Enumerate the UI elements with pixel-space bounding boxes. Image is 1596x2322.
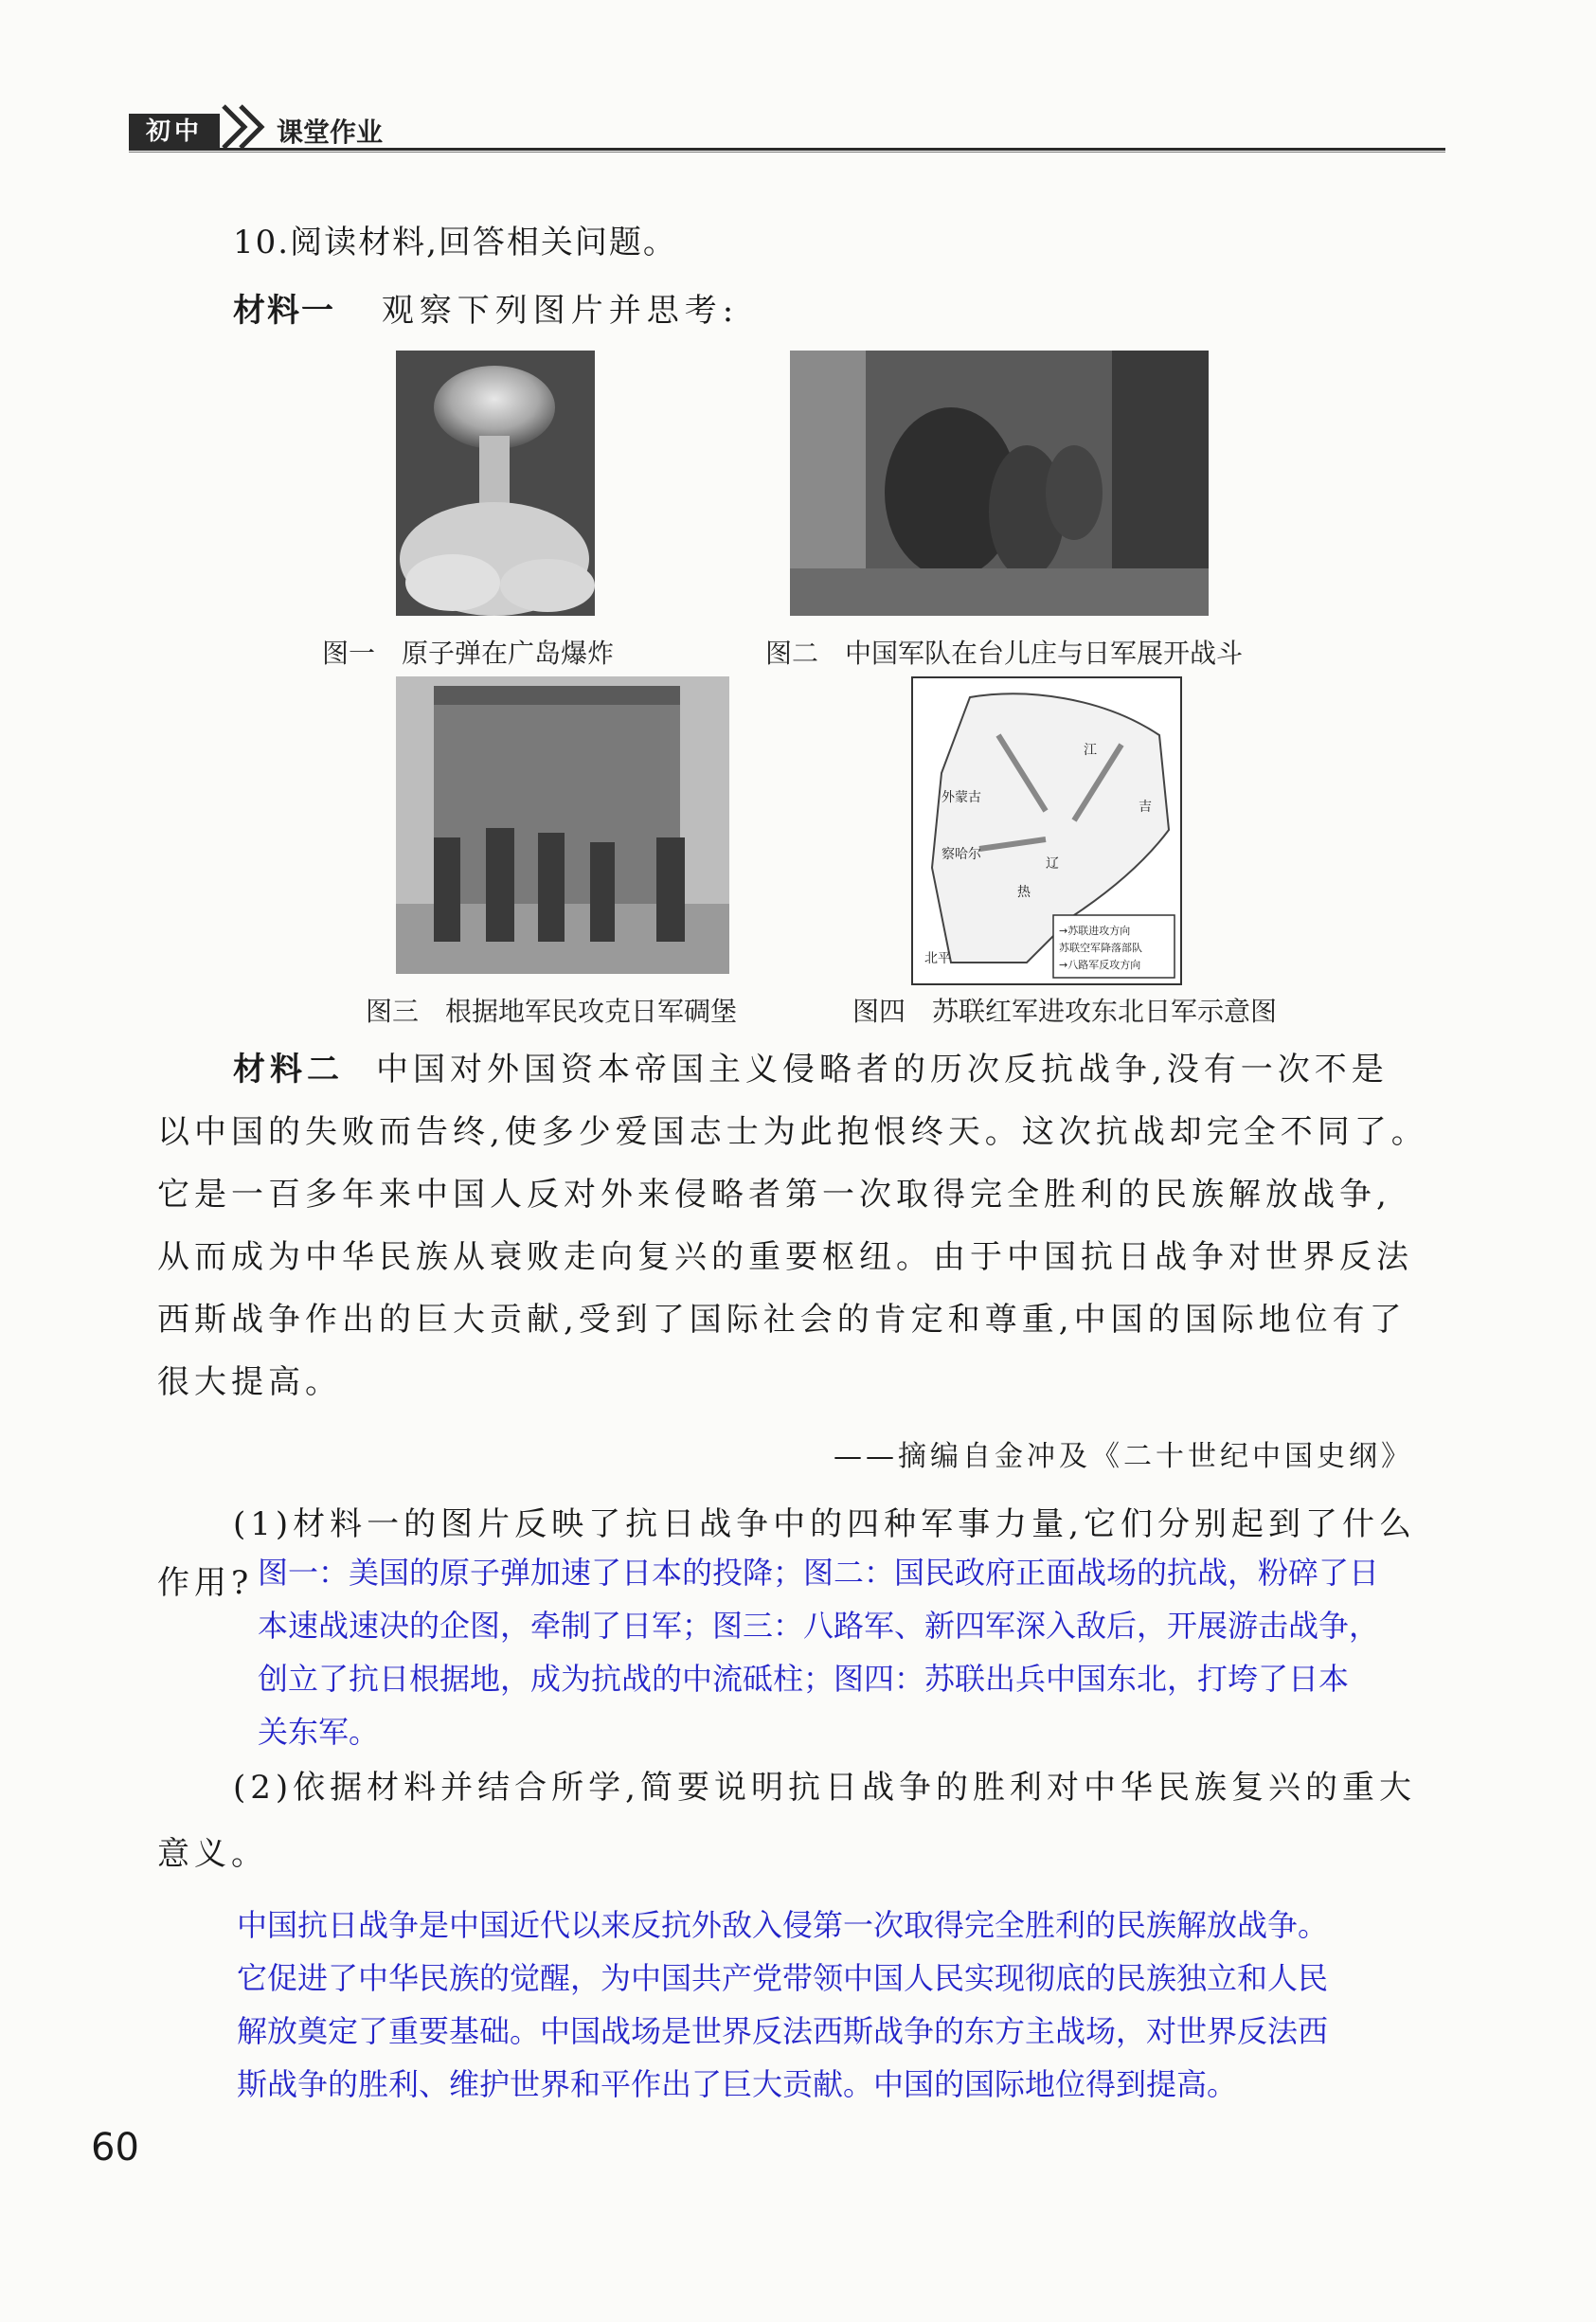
map-label-chahar: 察哈尔: [941, 847, 981, 862]
map-legend-3: →八路军反攻方向: [1059, 959, 1141, 971]
question-title: 10.阅读材料,回答相关问题。: [233, 224, 677, 261]
map-label-re: 热: [1017, 885, 1031, 900]
material2-line-0: 中国对外国资本帝国主义侵略者的历次反抗战争,没有一次不是: [376, 1051, 1389, 1089]
material1-label: 材料一: [233, 292, 335, 330]
subquestion1-line2: 作用?: [157, 1564, 254, 1602]
figure2-caption: 图二 中国军队在台儿庄与日军展开战斗: [765, 638, 1244, 669]
material2-line-1: 以中国的失败而告终,使多少爱国志士为此抱恨终天。这次抗战却完全不同了。: [157, 1113, 1428, 1151]
answer2: [237, 1899, 1563, 2111]
material1-text: 观察下列图片并思考:: [381, 292, 740, 330]
material1-line: [233, 284, 739, 331]
map-label-mongolia: 外蒙古: [941, 790, 981, 805]
figure3-image: [396, 676, 729, 974]
answer2-line-1: 它促进了中华民族的觉醒，为中国共产党带领中国人民实现彻底的民族独立和人民: [237, 1960, 1329, 1996]
material2-line-3: 从而成为中华民族从衰败走向复兴的重要枢纽。由于中国抗日战争对世界反法: [157, 1238, 1413, 1276]
answer1-line-2: 创立了抗日根据地，成为抗战的中流砥柱；图四：苏联出兵中国东北，打垮了日本: [258, 1661, 1350, 1697]
material2-line-5: 很大提高。: [157, 1363, 342, 1401]
subquestion2-line1: (2)依据材料并结合所学,简要说明抗日战争的胜利对中华民族复兴的重大: [233, 1769, 1416, 1807]
map-legend-1: →苏联进攻方向: [1059, 925, 1131, 937]
material2-first-line: [233, 1040, 1464, 1099]
map-label-liao: 辽: [1046, 856, 1059, 872]
map-legend-2: 苏联空军降落部队: [1059, 942, 1142, 954]
page-number: 60: [91, 2126, 139, 2169]
figure4-map: [911, 676, 1182, 985]
answer1-line-0: 图一：美国的原子弹加速了日本的投降；图二：国民政府正面战场的抗战，粉碎了日: [258, 1555, 1380, 1591]
map-label-beiping: 北平: [924, 951, 951, 966]
figure4-caption: 图四 苏联红军进攻东北日军示意图: [852, 996, 1278, 1027]
header-badge: 初中: [129, 114, 220, 150]
figure1-caption: 图一 原子弹在广岛爆炸: [322, 638, 615, 669]
header-rule-thin: [129, 152, 1445, 153]
map-label-jiang: 江: [1084, 743, 1097, 758]
material2-source: ——摘编自金冲及《二十世纪中国史纲》: [834, 1440, 1413, 1473]
material2-paragraph: [157, 1103, 1483, 1412]
material2-line-2: 它是一百多年来中国人反对外来侵略者第一次取得完全胜利的民族解放战争,: [157, 1176, 1391, 1214]
double-chevron-icon: [216, 99, 273, 155]
answer1-line-1: 本速战速决的企图，牵制了日军；图三：八路军、新四军深入敌后，开展游击战争，: [258, 1608, 1380, 1644]
header-rule: [129, 148, 1445, 151]
subquestion2-line2: 意义。: [157, 1835, 268, 1873]
figure2-image: [790, 351, 1209, 616]
answer2-line-2: 解放奠定了重要基础。中国战场是世界反法西斯战争的东方主战场，对世界反法西: [237, 2013, 1329, 2049]
map-label-ji: 吉: [1139, 800, 1152, 815]
material2-line-4: 西斯战争作出的巨大贡献,受到了国际社会的肯定和尊重,中国的国际地位有了: [157, 1301, 1407, 1339]
header-title: 课堂作业: [277, 117, 384, 148]
subquestion1-line1: (1)材料一的图片反映了抗日战争中的四种军事力量,它们分别起到了什么: [233, 1505, 1416, 1543]
answer1-line-3: 关东军。: [258, 1714, 380, 1750]
answer1: [258, 1546, 1584, 1758]
figure3-caption: 图三 根据地军民攻克日军碉堡: [366, 996, 738, 1027]
answer2-line-0: 中国抗日战争是中国近代以来反抗外敌入侵第一次取得完全胜利的民族解放战争。: [237, 1907, 1329, 1943]
figure1-image: [396, 351, 595, 616]
material2-label: 材料二: [233, 1051, 344, 1089]
answer2-line-3: 斯战争的胜利、维护世界和平作出了巨大贡献。中国的国际地位得到提高。: [237, 2066, 1238, 2102]
